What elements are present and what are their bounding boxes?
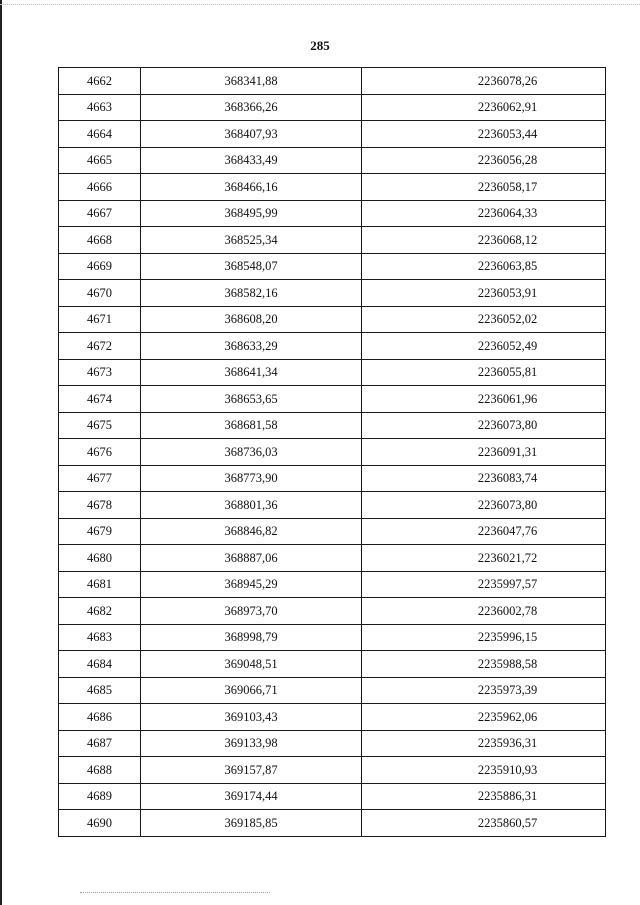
table-row [59,333,606,360]
x-coordinate-cell: 369174,44 [141,783,362,810]
point-id-cell: 4668 [59,227,141,254]
x-coordinate-cell: 368341,88 [141,68,362,95]
x-coordinate-cell: 368736,03 [141,439,362,466]
point-id-cell: 4685 [59,677,141,704]
table-row [59,280,606,307]
table-row [59,465,606,492]
y-coordinate-cell: 2235997,57 [362,571,606,598]
table-row [59,439,606,466]
y-coordinate-cell: 2235910,93 [362,757,606,784]
y-coordinate-cell: 2236021,72 [362,545,606,572]
x-coordinate-cell: 368945,29 [141,571,362,598]
x-coordinate-cell: 368801,36 [141,492,362,519]
point-id-cell: 4683 [59,624,141,651]
point-id-cell: 4677 [59,465,141,492]
table-row [59,68,606,95]
coordinates-table-body [59,68,606,837]
point-id-cell: 4686 [59,704,141,731]
x-coordinate-cell: 369066,71 [141,677,362,704]
y-coordinate-cell: 2235936,31 [362,730,606,757]
point-id-cell: 4679 [59,518,141,545]
table-row [59,121,606,148]
y-coordinate-cell: 2235996,15 [362,624,606,651]
table-row [59,545,606,572]
x-coordinate-cell: 368641,34 [141,359,362,386]
table-row [59,253,606,280]
coordinates-table [58,67,606,837]
x-coordinate-cell: 368887,06 [141,545,362,572]
y-coordinate-cell: 2236063,85 [362,253,606,280]
point-id-cell: 4667 [59,200,141,227]
point-id-cell: 4680 [59,545,141,572]
y-coordinate-cell: 2236091,31 [362,439,606,466]
table-row [59,810,606,837]
y-coordinate-cell: 2236055,81 [362,359,606,386]
y-coordinate-cell: 2235860,57 [362,810,606,837]
table-row [59,704,606,731]
point-id-cell: 4666 [59,174,141,201]
x-coordinate-cell: 368973,70 [141,598,362,625]
point-id-cell: 4670 [59,280,141,307]
y-coordinate-cell: 2236053,44 [362,121,606,148]
x-coordinate-cell: 368608,20 [141,306,362,333]
y-coordinate-cell: 2235962,06 [362,704,606,731]
point-id-cell: 4678 [59,492,141,519]
table-row [59,783,606,810]
point-id-cell: 4675 [59,412,141,439]
point-id-cell: 4664 [59,121,141,148]
x-coordinate-cell: 369157,87 [141,757,362,784]
point-id-cell: 4662 [59,68,141,95]
y-coordinate-cell: 2236064,33 [362,200,606,227]
point-id-cell: 4672 [59,333,141,360]
x-coordinate-cell: 368582,16 [141,280,362,307]
x-coordinate-cell: 368548,07 [141,253,362,280]
table-row [59,359,606,386]
point-id-cell: 4689 [59,783,141,810]
y-coordinate-cell: 2236053,91 [362,280,606,307]
y-coordinate-cell: 2236002,78 [362,598,606,625]
point-id-cell: 4665 [59,147,141,174]
table-row [59,598,606,625]
scan-top-noise [0,4,640,6]
y-coordinate-cell: 2235973,39 [362,677,606,704]
scan-bottom-noise [80,892,270,894]
table-row [59,147,606,174]
y-coordinate-cell: 2235988,58 [362,651,606,678]
table-row [59,571,606,598]
y-coordinate-cell: 2236061,96 [362,386,606,413]
point-id-cell: 4688 [59,757,141,784]
y-coordinate-cell: 2236073,80 [362,492,606,519]
y-coordinate-cell: 2236068,12 [362,227,606,254]
y-coordinate-cell: 2236062,91 [362,94,606,121]
table-row [59,730,606,757]
point-id-cell: 4690 [59,810,141,837]
y-coordinate-cell: 2235886,31 [362,783,606,810]
x-coordinate-cell: 368366,26 [141,94,362,121]
point-id-cell: 4671 [59,306,141,333]
y-coordinate-cell: 2236078,26 [362,68,606,95]
table-row [59,492,606,519]
point-id-cell: 4676 [59,439,141,466]
x-coordinate-cell: 368846,82 [141,518,362,545]
x-coordinate-cell: 369133,98 [141,730,362,757]
y-coordinate-cell: 2236052,49 [362,333,606,360]
point-id-cell: 4687 [59,730,141,757]
table-row [59,306,606,333]
x-coordinate-cell: 369185,85 [141,810,362,837]
table-row [59,677,606,704]
table-row [59,624,606,651]
y-coordinate-cell: 2236058,17 [362,174,606,201]
table-row [59,174,606,201]
point-id-cell: 4663 [59,94,141,121]
page-number: 285 [310,38,330,53]
x-coordinate-cell: 368653,65 [141,386,362,413]
x-coordinate-cell: 368525,34 [141,227,362,254]
x-coordinate-cell: 369048,51 [141,651,362,678]
x-coordinate-cell: 369103,43 [141,704,362,731]
x-coordinate-cell: 368773,90 [141,465,362,492]
point-id-cell: 4681 [59,571,141,598]
x-coordinate-cell: 368407,93 [141,121,362,148]
x-coordinate-cell: 368466,16 [141,174,362,201]
table-row [59,518,606,545]
x-coordinate-cell: 368433,49 [141,147,362,174]
table-row [59,200,606,227]
table-row [59,94,606,121]
table-row [59,386,606,413]
point-id-cell: 4674 [59,386,141,413]
y-coordinate-cell: 2236052,02 [362,306,606,333]
y-coordinate-cell: 2236056,28 [362,147,606,174]
point-id-cell: 4684 [59,651,141,678]
y-coordinate-cell: 2236083,74 [362,465,606,492]
x-coordinate-cell: 368681,58 [141,412,362,439]
scan-edge-shadow [0,0,2,905]
x-coordinate-cell: 368998,79 [141,624,362,651]
table-row [59,651,606,678]
point-id-cell: 4682 [59,598,141,625]
x-coordinate-cell: 368633,29 [141,333,362,360]
x-coordinate-cell: 368495,99 [141,200,362,227]
point-id-cell: 4673 [59,359,141,386]
y-coordinate-cell: 2236073,80 [362,412,606,439]
y-coordinate-cell: 2236047,76 [362,518,606,545]
point-id-cell: 4669 [59,253,141,280]
table-row [59,757,606,784]
table-row [59,412,606,439]
table-row [59,227,606,254]
